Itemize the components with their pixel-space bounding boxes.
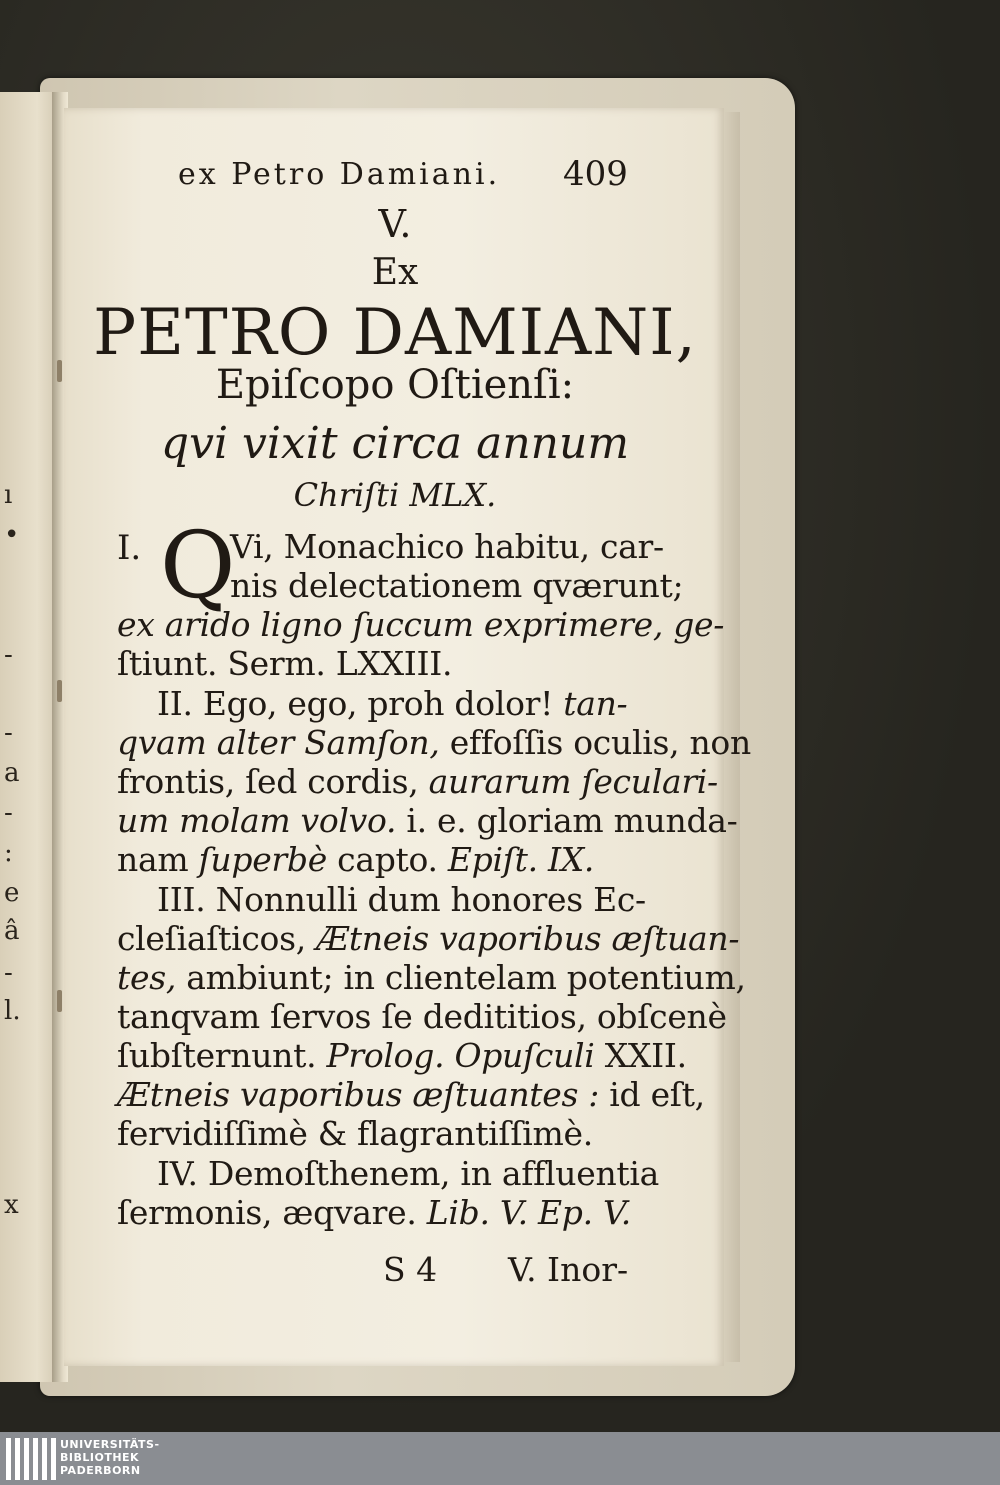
running-head: ex Petro Damiani. [178,157,501,192]
text-line: ſtiunt. Serm. LXXIII. [117,644,453,683]
library-name [60,1438,160,1477]
text-line [117,958,746,997]
left-fragment: l. [4,996,21,1026]
left-fragment: - [4,958,13,988]
library-footer [0,1432,1000,1485]
text-line [117,1036,687,1075]
text-line [117,723,751,762]
text-line [157,684,627,723]
text-roman: id eſt, [599,1075,705,1114]
text-line: ex arido ligno ſuccum exprimere, ge- [117,605,725,644]
text-italic: Ætneis vaporibus æſtuantes : [117,1075,600,1114]
text-line: III. Nonnulli dum honores Ec- [157,880,646,919]
text-line [117,840,594,879]
text-roman: ſubſternunt. [117,1036,327,1075]
author-name: PETRO DAMIANI, [93,296,697,370]
text-roman: XXII. [594,1036,687,1075]
text-line [117,801,738,840]
left-fragment: - [4,798,13,828]
library-name-line: UNIVERSITÄTS- [60,1438,160,1451]
text-italic: tan- [563,684,628,723]
heading-ex: Ex [371,252,419,293]
text-roman: effoſſis oculis, non [439,723,751,762]
left-fragment: â [4,916,20,946]
text-italic: aurarum ſeculari- [428,762,718,801]
text-line: fervidiſſimè & flagrantiſſimè. [117,1114,593,1153]
left-fragment: - [4,718,13,748]
text-italic: qvam alter Samſon, [117,723,440,762]
text-line [117,919,739,958]
left-fragment: • [4,520,20,550]
date-line: Chriſti MLX. [293,476,497,514]
catchword: V. Inor- [508,1250,629,1289]
left-fragment: e [4,878,20,908]
text-italic: tes, [117,958,177,997]
text-roman: ſermonis, æqvare. [117,1193,427,1232]
text-line: tanqvam ſervos ſe dedititios, obſcenè [117,997,727,1036]
text-italic: Ætneis vaporibus æſtuan- [316,919,740,958]
left-fragment: : [4,838,13,868]
left-fragment: ı [4,480,13,510]
left-fragment: x [4,1190,19,1220]
library-logo-icon [6,1438,56,1480]
text-italic: Prolog. Opuſculi [326,1036,595,1075]
text-line [117,1193,631,1232]
paragraph-number: I. [117,528,142,568]
text-roman: i. e. gloriam munda- [396,801,738,840]
text-line: nis delectationem qværunt; [230,566,684,605]
drop-cap: Q [160,512,236,619]
left-fragment: - [4,640,13,670]
text-roman: cleſiaſticos, [117,919,317,958]
text-italic: Lib. V. Ep. V. [426,1193,631,1232]
text-italic: Epiſt. IX. [447,840,595,879]
text-roman: ambiunt; in clientelam potentium, [176,958,746,997]
text-line: IV. Demoſthenem, in affluentia [157,1154,660,1193]
library-name-line: PADERBORN [60,1464,141,1477]
text-italic: ſuperbè [198,840,327,879]
lived-line: qvi vixit circa annum [160,418,630,469]
text-line: Vi, Monachico habitu, car- [230,527,664,566]
binding-stitch [57,680,62,702]
text-roman: frontis, ſed cordis, [117,762,429,801]
library-name-line: BIBLIOTHEK [60,1451,140,1464]
binding-stitch [57,990,62,1012]
text-roman: capto. [326,840,448,879]
text-italic: um molam volvo. [117,801,397,840]
text-line [117,762,718,801]
author-title: Epiſcopo Oſtienſi: [215,362,575,408]
left-fragment: a [4,758,20,788]
text-roman: II. Ego, ego, proh dolor! [157,684,564,723]
page-number: 409 [563,154,628,194]
text-line [117,1075,705,1114]
signature-mark: S 4 [383,1250,438,1289]
text-roman: nam [117,840,199,879]
section-number: V. [378,202,412,246]
